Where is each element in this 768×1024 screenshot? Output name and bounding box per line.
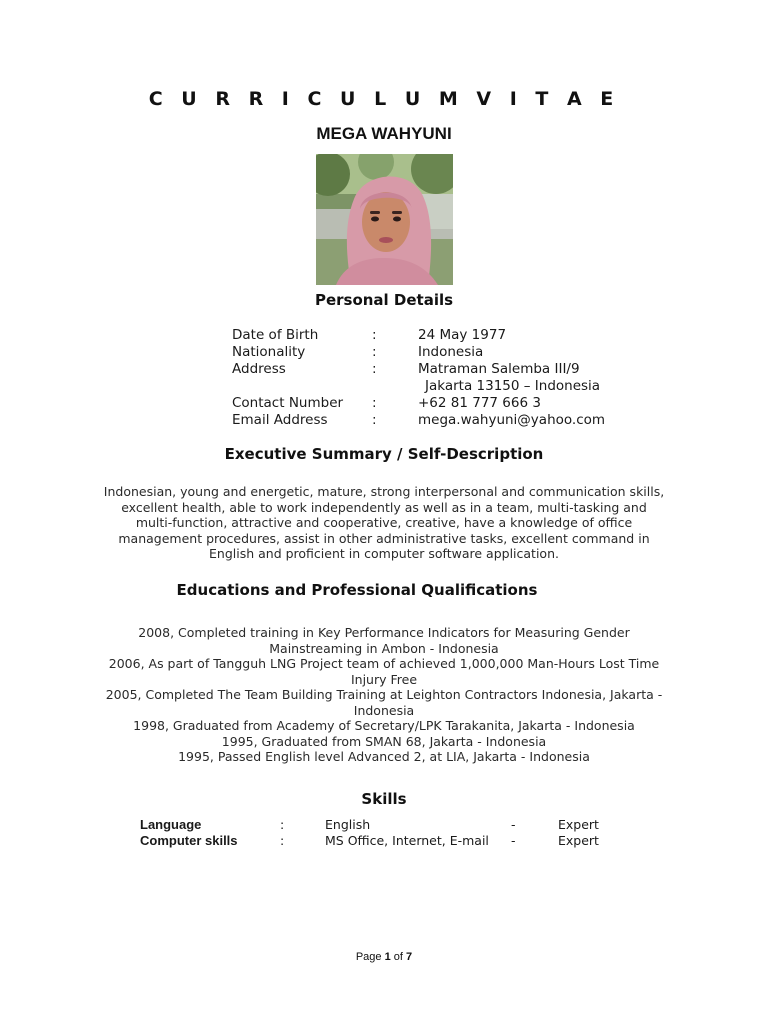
skill-separator: :	[280, 832, 285, 848]
detail-separator: :	[372, 327, 377, 343]
skill-separator: :	[280, 817, 285, 832]
education-line: 2006, As part of Tangguh LNG Project team of achieved 1,000,000 Man-Hours Lost Time	[108, 656, 660, 671]
document-title: C U R R I C U L U M V I T A E	[148, 88, 620, 110]
skill-dash: -	[511, 832, 516, 848]
total-pages: 7	[406, 951, 413, 963]
email-value: mega.wahyuni@yahoo.com	[418, 412, 606, 428]
education-heading: Educations and Professional Qualifications	[176, 581, 538, 599]
skill-label: Computer skills	[140, 832, 238, 848]
summary-line: English and proficient in computer software application.	[209, 546, 559, 561]
page-number	[0, 951, 768, 963]
detail-value: Jakarta 13150 – Indonesia	[425, 378, 601, 394]
detail-value: Indonesia	[418, 344, 484, 360]
education-line: 1995, Graduated from SMAN 68, Jakarta - Indonesia	[221, 733, 547, 749]
detail-separator: :	[372, 361, 377, 377]
summary-line: management procedures, assist in other administrative tasks, excellent command in	[118, 530, 650, 546]
detail-value: Matraman Salemba III/9	[418, 361, 580, 377]
detail-value: 24 May 1977	[418, 327, 507, 343]
education-line: 2008, Completed training in Key Performance Indicators for Measuring Gender	[138, 625, 630, 640]
education-line: Injury Free	[350, 671, 418, 687]
education-line: 1995, Passed English level Advanced 2, at LIA, Jakarta - Indonesia	[178, 749, 590, 764]
summary-line: multi-function, attractive and cooperative, creative, have a knowledge of office	[135, 515, 633, 530]
education-line: Indonesia	[353, 702, 415, 718]
skills-heading: Skills	[361, 790, 407, 808]
summary-line: excellent health, able to work independently as well as in a team, multi-tasking and	[121, 499, 647, 515]
skill-dash: -	[511, 817, 516, 832]
detail-value: +62 81 777 666 3	[418, 395, 541, 411]
detail-label: Nationality	[232, 344, 306, 360]
of-word: of	[393, 951, 403, 963]
skill-value: MS Office, Internet, E-mail	[325, 832, 489, 848]
summary-paragraph	[90, 484, 678, 562]
detail-separator: :	[372, 395, 377, 411]
profile-photo	[316, 154, 453, 285]
education-line: 1998, Graduated from Academy of Secretary/LPK Tarakanita, Jakarta - Indonesia	[133, 718, 635, 733]
personal-details-heading: Personal Details	[314, 291, 454, 309]
detail-label: Address	[232, 361, 286, 377]
candidate-name: MEGA WAHYUNI	[316, 124, 452, 143]
summary-heading: Executive Summary / Self-Description	[224, 445, 544, 463]
detail-separator: :	[372, 344, 377, 360]
skill-level: Expert	[558, 832, 599, 848]
detail-label: Date of Birth	[232, 327, 319, 343]
skill-value: English	[325, 817, 371, 832]
skill-label: Language	[140, 817, 202, 832]
skill-level: Expert	[558, 817, 599, 832]
detail-label: Email Address	[232, 412, 328, 428]
education-line: 2005, Completed The Team Building Training at Leighton Contractors Indonesia, Jakarta -	[105, 687, 663, 702]
education-list	[90, 625, 678, 765]
detail-separator: :	[372, 412, 377, 428]
education-line: Mainstreaming in Ambon - Indonesia	[269, 640, 499, 656]
summary-line: Indonesian, young and energetic, mature, strong interpersonal and communication skills,	[103, 484, 665, 499]
page-word: Page	[355, 951, 382, 963]
current-page: 1	[384, 951, 391, 963]
detail-label: Contact Number	[232, 395, 344, 411]
